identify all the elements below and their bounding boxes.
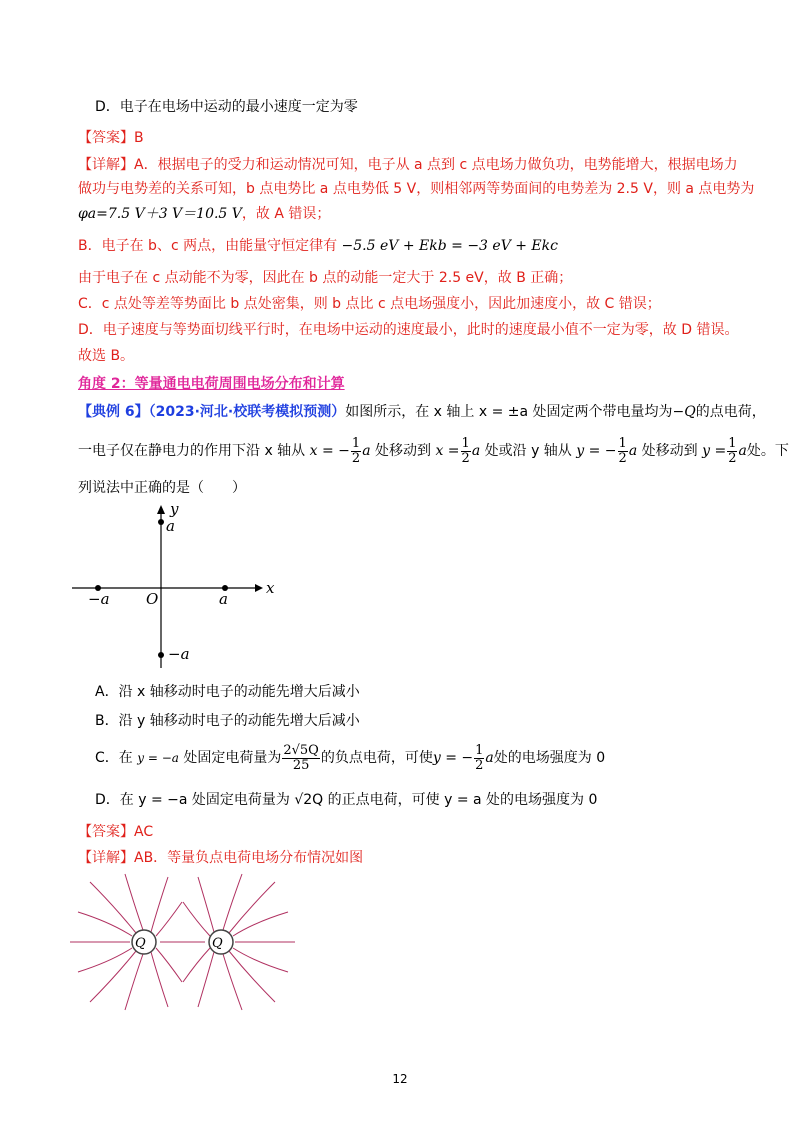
question-text-1b: 的点电荷， <box>695 404 766 420</box>
prev-detail-b2: 由于电子在 c 点动能不为零，因此在 b 点的动能一定大于 2.5 eV，故 B 正确； <box>78 270 573 286</box>
answer: 【答案】AC <box>78 824 154 840</box>
field-line <box>183 902 210 936</box>
pos-a-label: a <box>219 590 228 608</box>
origin-label: O <box>146 590 159 608</box>
prev-detail-c: C．c 点处等差等势面比 b 点处密集，则 b 点比 c 点电场强度小，因此加速度小，故 C 错误； <box>78 296 661 312</box>
question-text-2d: 处移动到 <box>641 443 698 459</box>
field-line <box>233 948 288 972</box>
fraction-half: $\frac{1}{2}$ <box>461 435 470 466</box>
prev-answer: 【答案】B <box>78 130 144 146</box>
energy-formula: −5.5 eV + Ekb = −3 eV + Ekc <box>341 238 558 254</box>
question-text-2b: 处移动到 <box>375 443 431 459</box>
question-line-3: 列说法中正确的是（ ） <box>78 480 246 496</box>
question-text-2e: 处。下 <box>746 443 789 459</box>
detail-ab: 【详解】AB．等量负点电荷电场分布情况如图 <box>78 850 364 866</box>
prev-detail-line-2: 做功与电势差的关系可知，b 点电势比 a 点电势低 5 V，则相邻两等势面间的电势差为 2.5 V，则 a 点电势为 <box>78 181 755 197</box>
page-number: 12 <box>392 1072 408 1086</box>
option-c-position: y = −a <box>137 751 179 765</box>
section-heading: 角度 2：等量通电电荷周围电场分布和计算 <box>78 376 345 392</box>
field-line <box>223 874 242 930</box>
charge-value: −Q <box>672 404 696 420</box>
prev-detail-b <box>78 236 558 256</box>
field-line <box>78 948 132 972</box>
option-a: A．沿 x 轴移动时电子的动能先增大后减小 <box>95 684 360 700</box>
question-text-2c: 处或沿 y 轴从 <box>484 443 572 459</box>
prev-detail-line-1: 【详解】A．根据电子的受力和运动情况可知，电子从 a 点到 c 点电场力做负功，电势能增大，根据电场力 <box>78 157 738 173</box>
x-axis-label: x <box>266 579 275 597</box>
field-line <box>78 912 132 936</box>
field-line <box>125 954 143 1010</box>
field-line <box>125 874 143 930</box>
point-a-y <box>158 519 164 525</box>
x-start: x = − <box>309 443 350 459</box>
prev-conclusion: 故选 B。 <box>78 348 135 364</box>
prev-detail-line-3-text: ，故 A 错误； <box>241 206 331 222</box>
field-line <box>223 954 242 1010</box>
axes-diagram <box>60 500 280 680</box>
prev-detail-d: D．电子速度与等势面切线平行时，在电场中运动的速度最小，此时的速度最小值不一定为零，故 D 错误。 <box>78 322 739 338</box>
point-neg-a-y <box>158 652 164 658</box>
option-d: D．在 y = −a 处固定电荷量为 √2Q 的正点电荷，可使 y = a 处的电场强度为 0 <box>95 792 598 808</box>
field-line <box>198 877 214 932</box>
field-line <box>183 948 210 982</box>
field-line <box>198 952 214 1007</box>
x-axis-arrow <box>255 584 263 592</box>
field-line <box>233 912 288 936</box>
y-axis-label: y <box>170 500 179 518</box>
fraction-half: $\frac{1}{2}$ <box>618 435 627 466</box>
y-end: y = <box>702 443 727 459</box>
question-text-1a: 如图所示，在 x 轴上 x = ±a 处固定两个带电量均为 <box>345 404 673 420</box>
question-tag: 【典例 6】（2023·河北·校联考模拟预测） <box>78 404 346 420</box>
potential-formula: φa=7.5 V＋3 V＝10.5 V <box>78 206 242 222</box>
question-text-2a: 一电子仅在静电力的作用下沿 x 轴从 <box>78 443 306 459</box>
pos-a-y-label: a <box>166 517 175 535</box>
field-lines-diagram <box>70 872 295 1017</box>
prev-option-d: D．电子在电场中运动的最小速度一定为零 <box>95 99 358 115</box>
neg-a-y-label: −a <box>168 645 190 663</box>
option-c: C．在 y = −a 处固定电荷量为 $\frac{2√5Q}{25}$ 的负点电荷，可使y = − $\frac{1}{2}$ a处的电场强度为 0 <box>95 742 606 773</box>
option-b: B．沿 y 轴移动时电子的动能先增大后减小 <box>95 713 360 729</box>
y-axis-arrow <box>157 505 165 514</box>
fraction-half: $\frac{1}{2}$ <box>475 742 484 773</box>
field-line <box>156 902 182 936</box>
prev-detail-line-3 <box>78 204 330 224</box>
option-c-charge-fraction: $\frac{2√5Q}{25}$ <box>283 742 319 773</box>
prev-detail-b-prefix: B．电子在 b、c 两点，由能量守恒定律有 <box>78 238 338 254</box>
charge-right-label: Q <box>212 936 223 951</box>
y-start: y = − <box>576 443 617 459</box>
question-line-2: 一电子仅在静电力的作用下沿 x 轴从 x = − $\frac{1}{2}$ a 处移动到 x = $\frac{1}{2}$ a 处或沿 y 轴从 y = − $\frac{1}{2}$ a 处移动到 y = $\frac{1}{2}$ a处。下 <box>78 435 789 466</box>
fraction-half: $\frac{1}{2}$ <box>351 435 361 466</box>
field-line <box>156 948 182 982</box>
neg-a-label: −a <box>88 590 110 608</box>
fraction-half: $\frac{1}{2}$ <box>728 435 737 466</box>
question-line-1 <box>78 402 766 422</box>
charge-left-label: Q <box>135 936 146 951</box>
x-end: x = <box>435 443 460 459</box>
